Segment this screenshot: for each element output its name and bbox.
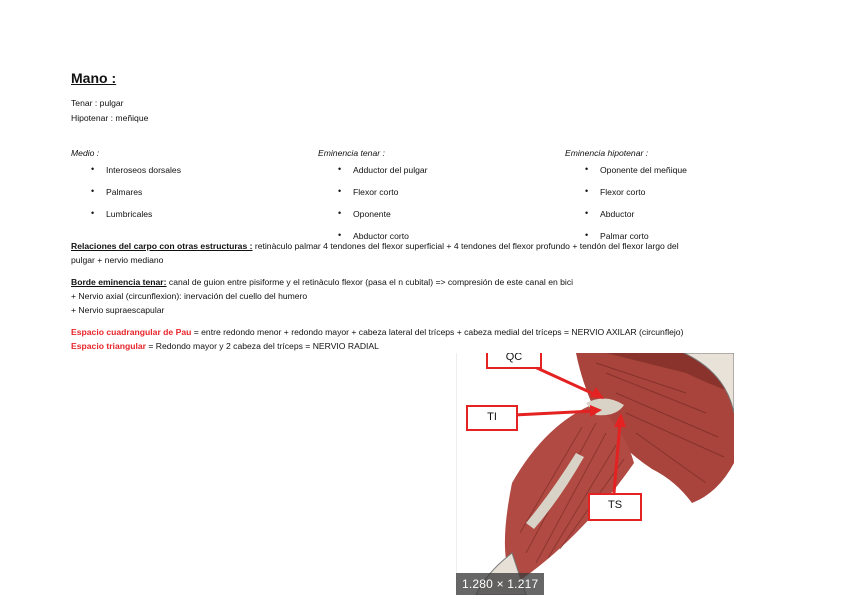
column-heading-medio: Medio :	[71, 148, 100, 158]
label-qc: QC	[486, 353, 542, 369]
espacio-triangular	[71, 340, 379, 352]
espacio-cuadrangular	[71, 326, 683, 338]
image-size-badge: 1.280 × 1.217	[456, 573, 544, 595]
espacio-triangular-text: = Redondo mayor y 2 cabeza del tríceps = NERVIO RADIAL	[145, 341, 379, 351]
list-item: • Adductor del pulgar	[335, 165, 428, 187]
list-item: • Flexor corto	[335, 187, 428, 209]
relaciones-text: retinàculo palmar 4 tendones del flexor superficial + 4 tendones del flexor profundo + tendón del flexor largo del	[252, 241, 679, 251]
espacio-triangular-label: Espacio triangular	[71, 341, 146, 351]
label-ts: TS	[588, 493, 642, 521]
list-item: • Flexor corto	[582, 187, 687, 209]
column-heading-tenar: Eminencia tenar :	[318, 148, 385, 158]
arm-muscles-illustration	[456, 353, 734, 595]
list-item: • Palmar corto	[582, 231, 687, 253]
label-ti: TI	[466, 405, 518, 431]
list-item: • Abductor	[582, 209, 687, 231]
intro-hipotenar: Hipotenar : meñique	[71, 113, 149, 123]
list-item: • Interoseos dorsales	[88, 165, 181, 187]
intro-tenar: Tenar : pulgar	[71, 98, 124, 108]
list-item: • Palmares	[88, 187, 181, 209]
list-item: • Lumbricales	[88, 209, 181, 231]
list-medio	[88, 165, 181, 231]
page-title: Mano :	[71, 70, 117, 86]
borde-line-2: + Nervio axial (circunflexion): inervación del cuello del humero	[71, 291, 308, 301]
anatomy-figure	[456, 353, 734, 595]
relaciones-line-1	[71, 240, 679, 252]
list-item: • Oponente	[335, 209, 428, 231]
borde-line-1	[71, 276, 573, 288]
relaciones-line-2: pulgar + nervio mediano	[71, 255, 164, 265]
list-item: • Abductor corto	[335, 231, 428, 253]
borde-text: canal de guion entre pisiforme y el retinàculo flexor (pasa el n cubital) => compresión de este canal en bici	[166, 277, 574, 287]
list-item: • Oponente del meñique	[582, 165, 687, 187]
espacio-cuadrangular-text: = entre redondo menor + redondo mayor + cabeza lateral del tríceps + cabeza medial del tríceps = NERVIO AXILAR (circunflejo)	[191, 327, 684, 337]
column-heading-hipotenar: Eminencia hipotenar :	[565, 148, 649, 158]
borde-label: Borde eminencia tenar:	[71, 277, 167, 287]
borde-line-3: + Nervio supraescapular	[71, 305, 165, 315]
relaciones-label: Relaciones del carpo con otras estructuras :	[71, 241, 253, 251]
espacio-cuadrangular-label: Espacio cuadrangular de Pau	[71, 327, 192, 337]
